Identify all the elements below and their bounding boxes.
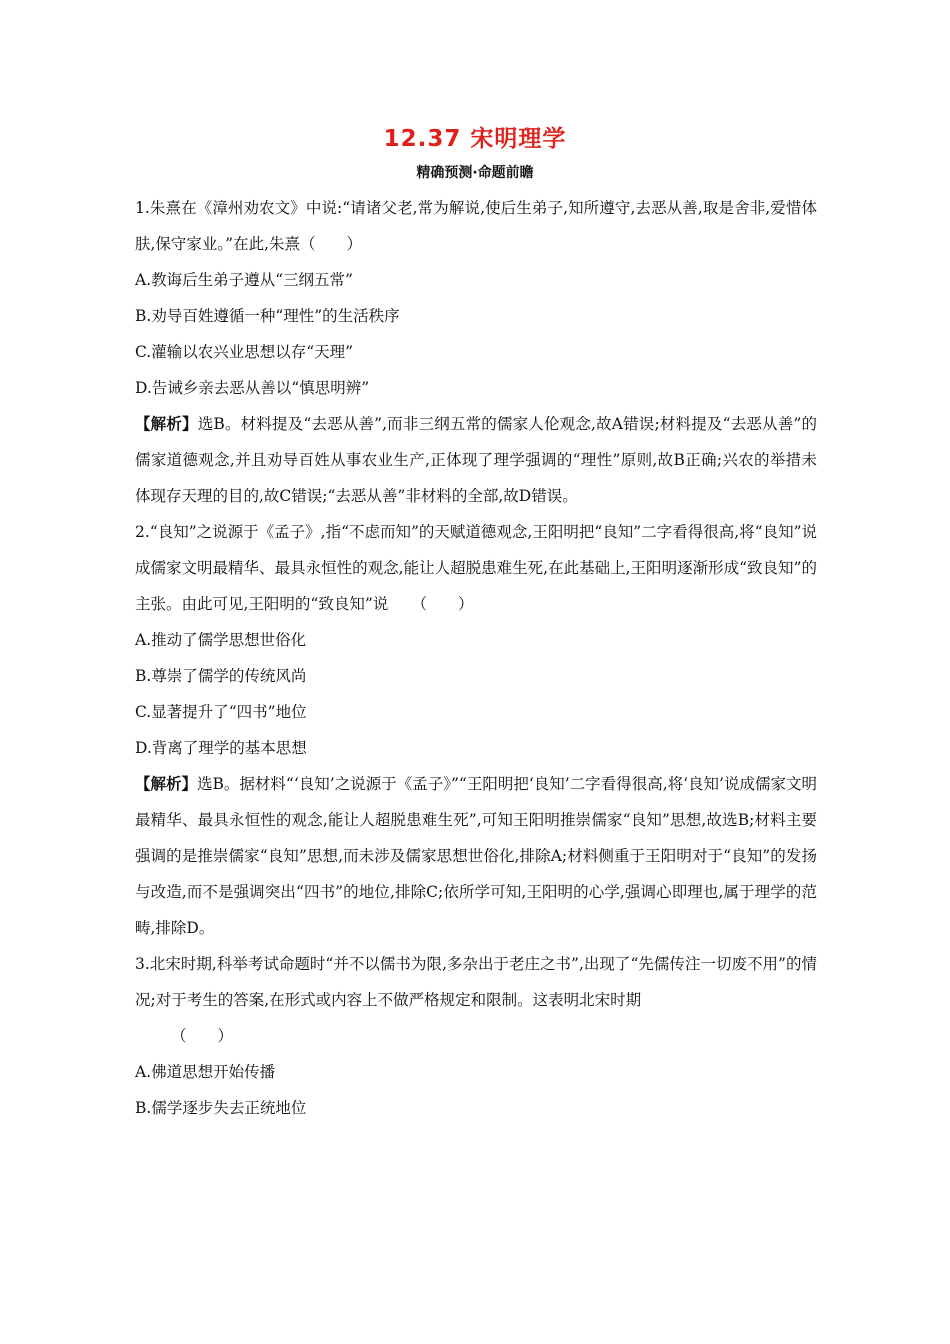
question-2-option-a: A.推动了儒学思想世俗化 [135,631,307,649]
question-1-option-a: A.教诲后生弟子遵从“三纲五常” [135,271,353,289]
question-1-analysis [135,406,817,514]
question-1-option-c: C.灌输以农兴业思想以存“天理” [135,343,354,361]
question-1-option-b: B.劝导百姓遵循一种“理性”的生活秩序 [135,307,400,325]
question-3-option-b: B.儒学逐步失去正统地位 [135,1099,307,1117]
question-3-answer-paren: （ ） [171,1027,234,1045]
analysis-text: 选B。据材料“‘良知’之说源于《孟子》”“王阳明把‘良知’二字看得很高,将‘良知’说成儒家文明最精华、最具永恒性的观念,能让人超脱患难生死”,可知王阳明推崇儒家“良知”思想,故选B;材料主要强调的是推崇儒家“良知”思想,而未涉及儒家思想世俗化,排除A;材料侧重于王阳明对于“良知”的发扬与改造,而不是强调突出“四书”的地位,排除C;依所学可知,王阳明的心学,强调心即理也,属于理学的范畴,排除D。 [135,775,817,937]
question-2-option-d: D.背离了理学的基本思想 [135,739,307,757]
question-2-option-b: B.尊崇了儒学的传统风尚 [135,667,307,685]
question-1-stem: 1.朱熹在《漳州劝农文》中说:“请诸父老,常为解说,使后生弟子,知所遵守,去恶从善,取是舍非,爱惜体肤,保守家业。”在此,朱熹（ ） [135,199,817,253]
question-list [135,190,817,1126]
question-2-analysis [135,766,817,946]
question-1-option-d: D.告诫乡亲去恶从善以“慎思明辨” [135,379,370,397]
question-3-stem: 3.北宋时期,科举考试命题时“并不以儒书为限,多杂出于老庄之书”,出现了“先儒传注一切废不用”的情况;对于考生的答案,在形式或内容上不做严格规定和限制。这表明北宋时期 [135,955,817,1009]
question-2-stem: 2.“良知”之说源于《孟子》,指“不虑而知”的天赋道德观念,王阳明把“良知”二字看得很高,将“良知”说成儒家文明最精华、最具永恒性的观念,能让人超脱患难生死,在此基础上,王阳明逐渐形成“致良知”的主张。由此可见,王阳明的“致良知”说 （ ） [135,523,817,613]
page-title: 12.37 宋明理学 [383,126,567,152]
analysis-tag: 【解析】 [135,415,198,433]
analysis-text: 选B。材料提及“去恶从善”,而非三纲五常的儒家人伦观念,故A错误;材料提及“去恶从善”的儒家道德观念,并且劝导百姓从事农业生产,正体现了理学强调的“理性”原则,故B正确;兴农的举措未体现存天理的目的,故C错误;“去恶从善”非材料的全部,故D错误。 [135,415,817,505]
analysis-tag: 【解析】 [135,775,198,793]
question-2-option-c: C.显著提升了“四书”地位 [135,703,307,721]
page-subtitle: 精确预测·命题前瞻 [416,165,534,181]
question-3-option-a: A.佛道思想开始传播 [135,1063,276,1081]
